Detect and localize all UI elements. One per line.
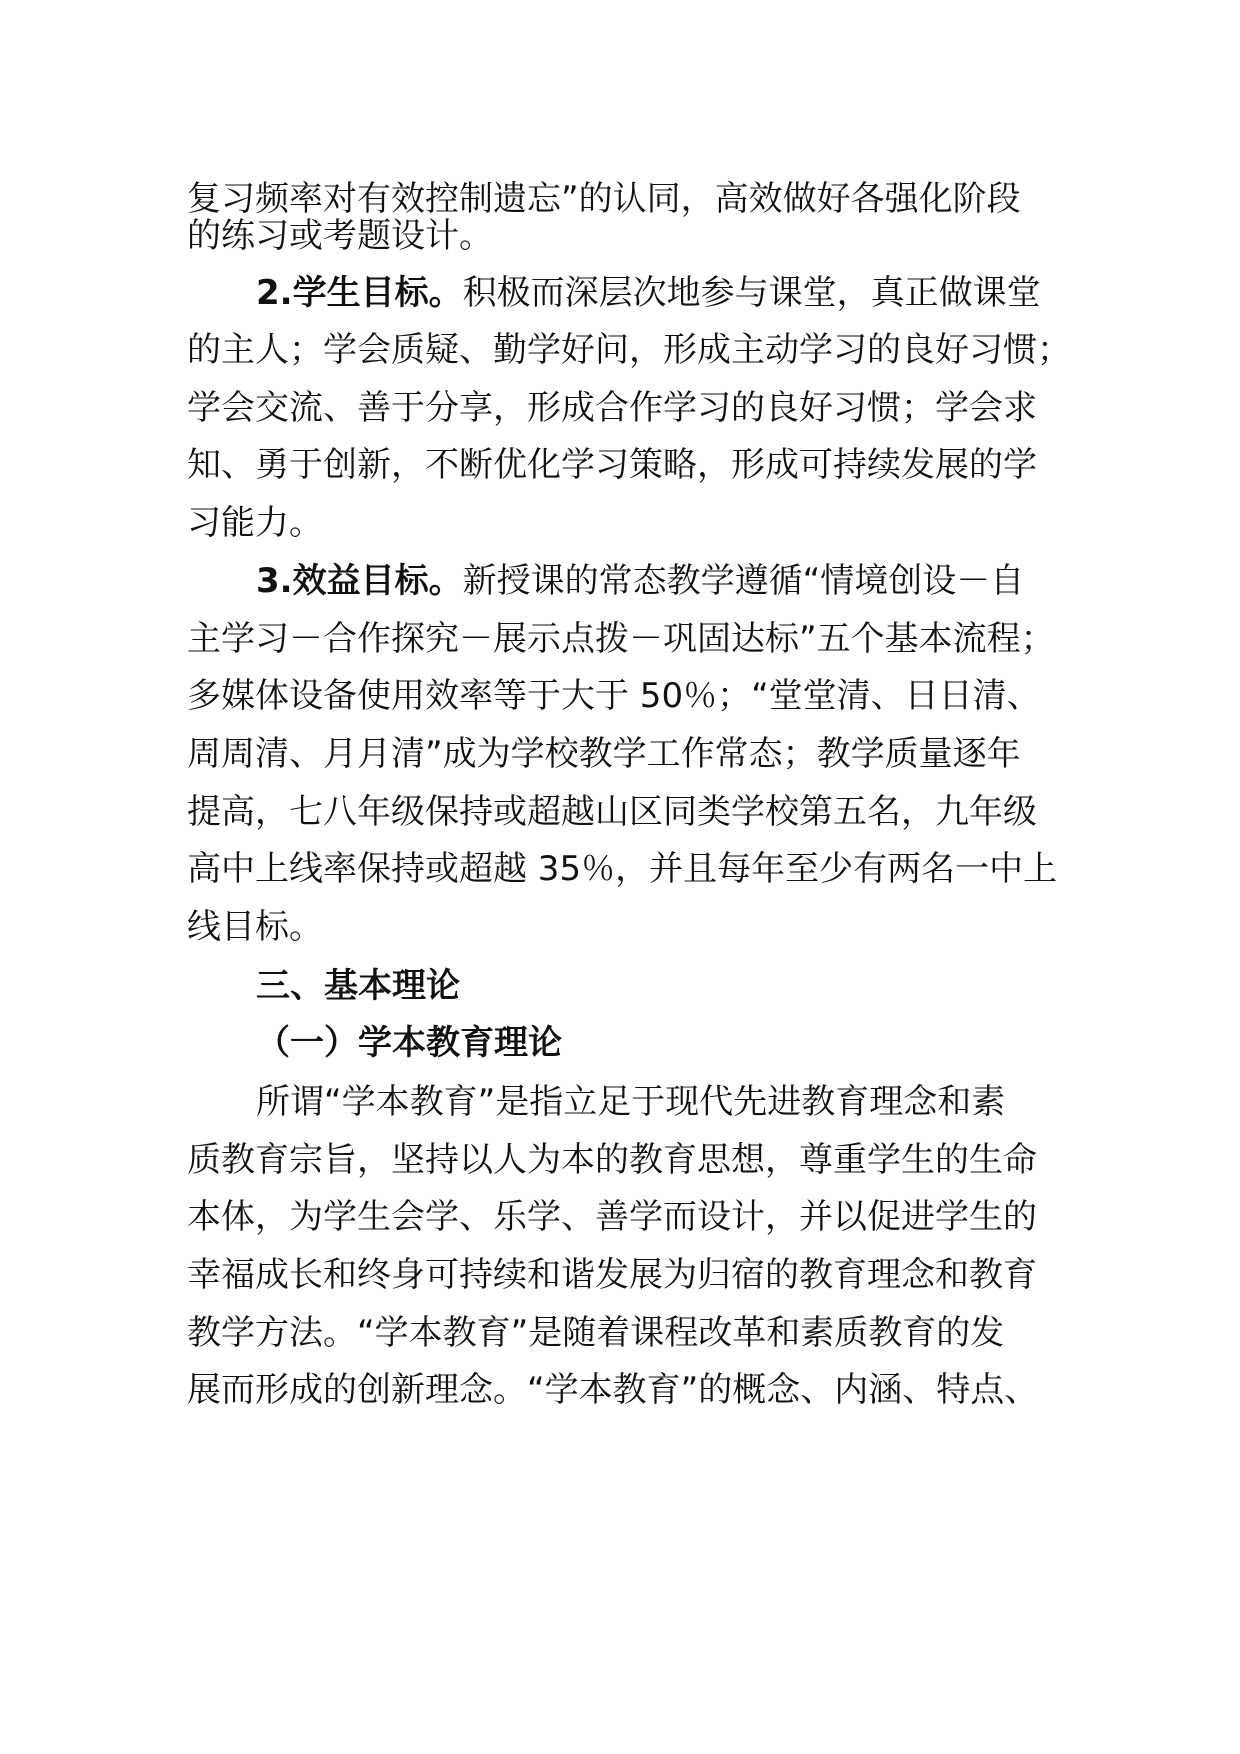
text-line: 复习频率对有效控制遗忘”的认同，高效做好各强化阶段 (187, 179, 1021, 219)
text-line: 的练习或考题设计。 (187, 216, 493, 256)
text-line: 教学方法。“学本教育”是随着课程改革和素质教育的发 (187, 1313, 1005, 1353)
text-line: 质教育宗旨，坚持以人为本的教育思想，尊重学生的生命 (187, 1140, 1037, 1180)
text-line: 所谓“学本教育”是指立足于现代先进教育理念和素 (256, 1082, 1006, 1122)
text-line: 高中上线率保持或超越 35％，并且每年至少有两名一中上 (187, 849, 1058, 889)
section-heading: 三、基本理论 (256, 966, 460, 1006)
text-line: 知、勇于创新，不断优化学习策略，形成可持续发展的学 (187, 445, 1037, 485)
text-line: 幸福成长和终身可持续和谐发展为归宿的教育理念和教育 (187, 1255, 1037, 1295)
student-goal-label: 2.学生目标。 (256, 273, 463, 313)
subsection-heading: （一）学本教育理论 (256, 1023, 562, 1063)
paragraph-benefit-goal (256, 561, 1024, 601)
paragraph-student-goal (256, 273, 1041, 313)
benefit-goal-label: 3.效益目标。 (256, 561, 463, 601)
text-line: 线目标。 (187, 907, 323, 947)
text-line: 本体，为学生会学、乐学、善学而设计，并以促进学生的 (187, 1197, 1037, 1237)
text-line: 主学习－合作探究－展示点拨－巩固达标”五个基本流程； (187, 619, 1055, 659)
text-line: 提高，七八年级保持或超越山区同类学校第五名，九年级 (187, 792, 1037, 832)
text-line: 积极而深层次地参与课堂，真正做课堂 (462, 273, 1041, 313)
text-line: 的主人；学会质疑、勤学好问，形成主动学习的良好习惯； (187, 330, 1071, 370)
text-line: 周周清、月月清”成为学校教学工作常态；教学质量逐年 (187, 734, 1021, 774)
text-line: 展而形成的创新理念。“学本教育”的概念、内涵、特点、 (187, 1370, 1039, 1410)
text-line: 多媒体设备使用效率等于大于 50％；“堂堂清、日日清、 (187, 676, 1041, 716)
text-line: 新授课的常态教学遵循“情境创设－自 (462, 561, 1025, 601)
text-line: 习能力。 (187, 503, 323, 543)
text-line: 学会交流、善于分享，形成合作学习的良好习惯；学会求 (187, 388, 1037, 428)
